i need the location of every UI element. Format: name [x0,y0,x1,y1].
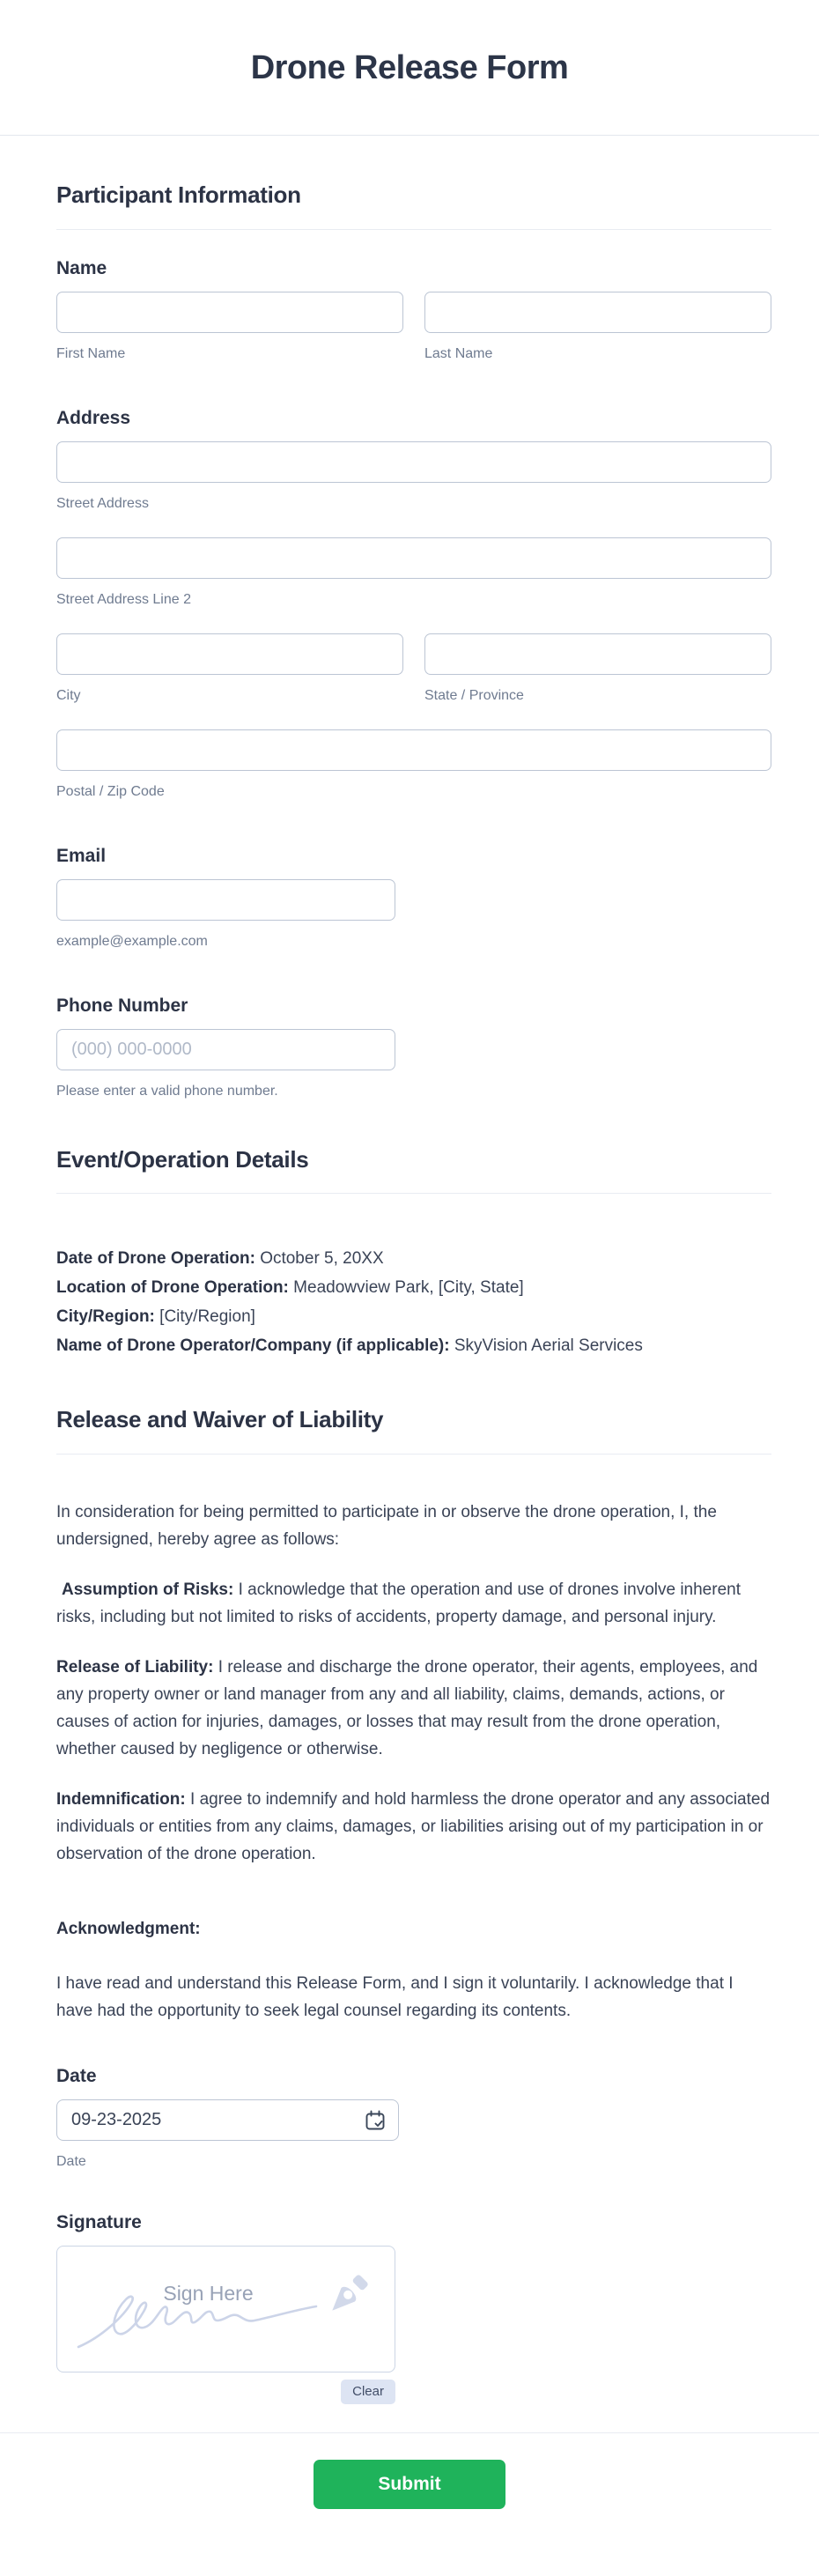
submit-button[interactable]: Submit [314,2460,505,2509]
calendar-icon [364,2121,387,2135]
event-detail-line [56,1273,771,1302]
event-detail-line [56,1331,771,1360]
state-sublabel: State / Province [424,687,524,703]
phone-label: Phone Number [56,995,188,1016]
first-name-input[interactable] [56,292,403,333]
name-label: Name [56,257,107,278]
clause-label: Assumption of Risks: [62,1580,234,1599]
page-title: Drone Release Form [250,49,569,86]
event-detail-line [56,1244,771,1273]
address-label: Address [56,407,131,428]
postal-code-sublabel: Postal / Zip Code [56,783,165,799]
email-input[interactable] [56,879,395,921]
sign-here-placeholder: Sign Here [163,2281,254,2305]
signature-label: Signature [56,2211,142,2232]
signature-pad[interactable] [56,2246,395,2372]
section-event-details [56,1144,771,1361]
field-email [56,844,771,951]
event-detail-label: Name of Drone Operator/Company (if applicable): [56,1336,450,1356]
date-input[interactable] [56,2099,399,2141]
acknowledgment-text: I have read and understand this Release Form, and I sign it voluntarily. I acknowledge that I have had the opportunity to seek legal counsel regarding its contents. [56,1973,734,2020]
field-name [56,256,771,363]
calendar-picker-button[interactable] [364,2109,387,2132]
release-clause-paragraph [56,1786,771,1868]
clause-label: Indemnification: [56,1789,186,1809]
city-sublabel: City [56,687,81,703]
participant-section-heading: Participant Information [56,181,301,208]
event-section-heading: Event/Operation Details [56,1145,309,1173]
field-signature [56,2210,771,2404]
phone-sublabel: Please enter a valid phone number. [56,1083,278,1099]
event-detail-label: Location of Drone Operation: [56,1278,289,1298]
acknowledgment-block [56,1915,771,2025]
street-address-2-input[interactable] [56,537,771,579]
event-detail-value: SkyVision Aerial Services [454,1336,643,1356]
date-sublabel: Date [56,2153,86,2169]
release-clause-paragraph [56,1654,771,1763]
event-detail-label: Date of Drone Operation: [56,1249,255,1269]
field-phone [56,994,771,1100]
field-date [56,2064,771,2171]
release-clause-paragraph [56,1576,771,1631]
clause-text: I release and discharge the drone operator, their agents, employees, and any property owner or land manager from any and all liability, claims, demands, actions, or causes of action for injuries, damages, or losses that may result from the drone operation, whether caused by negligence or otherwise. [56,1657,758,1758]
clause-text: I acknowledge that the operation and use of drones involve inherent risks, including but not limited to risks of accidents, property damage, and personal injury. [56,1580,741,1626]
email-label: Email [56,845,107,866]
acknowledgment-label: Acknowledgment: [56,1919,201,1938]
last-name-sublabel: Last Name [424,345,493,361]
event-detail-value: October 5, 20XX [260,1249,384,1269]
release-section-heading: Release and Waiver of Liability [56,1406,384,1433]
section-divider [56,1193,771,1194]
footer-divider [0,2432,819,2433]
email-sublabel: example@example.com [56,933,208,949]
clause-label: Release of Liability: [56,1657,214,1677]
form-header [0,0,819,136]
first-name-sublabel: First Name [56,345,126,361]
submit-row [0,2460,819,2509]
section-divider [56,229,771,230]
postal-code-input[interactable] [56,729,771,771]
section-divider [56,1454,771,1455]
event-details-text [56,1244,771,1360]
release-intro-paragraph: In consideration for being permitted to participate in or observe the drone operation, I, the undersigned, hereby agree as follows: [56,1502,717,1549]
last-name-input[interactable] [424,292,771,333]
phone-input[interactable] [56,1029,395,1070]
section-participant-information [56,180,771,1100]
clear-signature-button[interactable]: Clear [341,2380,395,2404]
date-label: Date [56,2065,97,2086]
event-detail-value: Meadowview Park, [City, State] [293,1278,524,1298]
state-input[interactable] [424,633,771,675]
event-detail-label: City/Region: [56,1307,155,1327]
street-address-sublabel: Street Address [56,495,149,511]
event-detail-line [56,1302,771,1331]
clause-text: I agree to indemnify and hold harmless the drone operator and any associated individuals or entities from any claims, damages, or liabilities arising out of my participation in or observation of the drone operation. [56,1789,771,1863]
city-input[interactable] [56,633,403,675]
section-release-waiver [56,1404,771,2025]
event-detail-value: [City/Region] [159,1307,255,1327]
form-body [0,180,819,2404]
field-address [56,406,771,801]
street-address-2-sublabel: Street Address Line 2 [56,591,191,607]
street-address-input[interactable] [56,441,771,483]
